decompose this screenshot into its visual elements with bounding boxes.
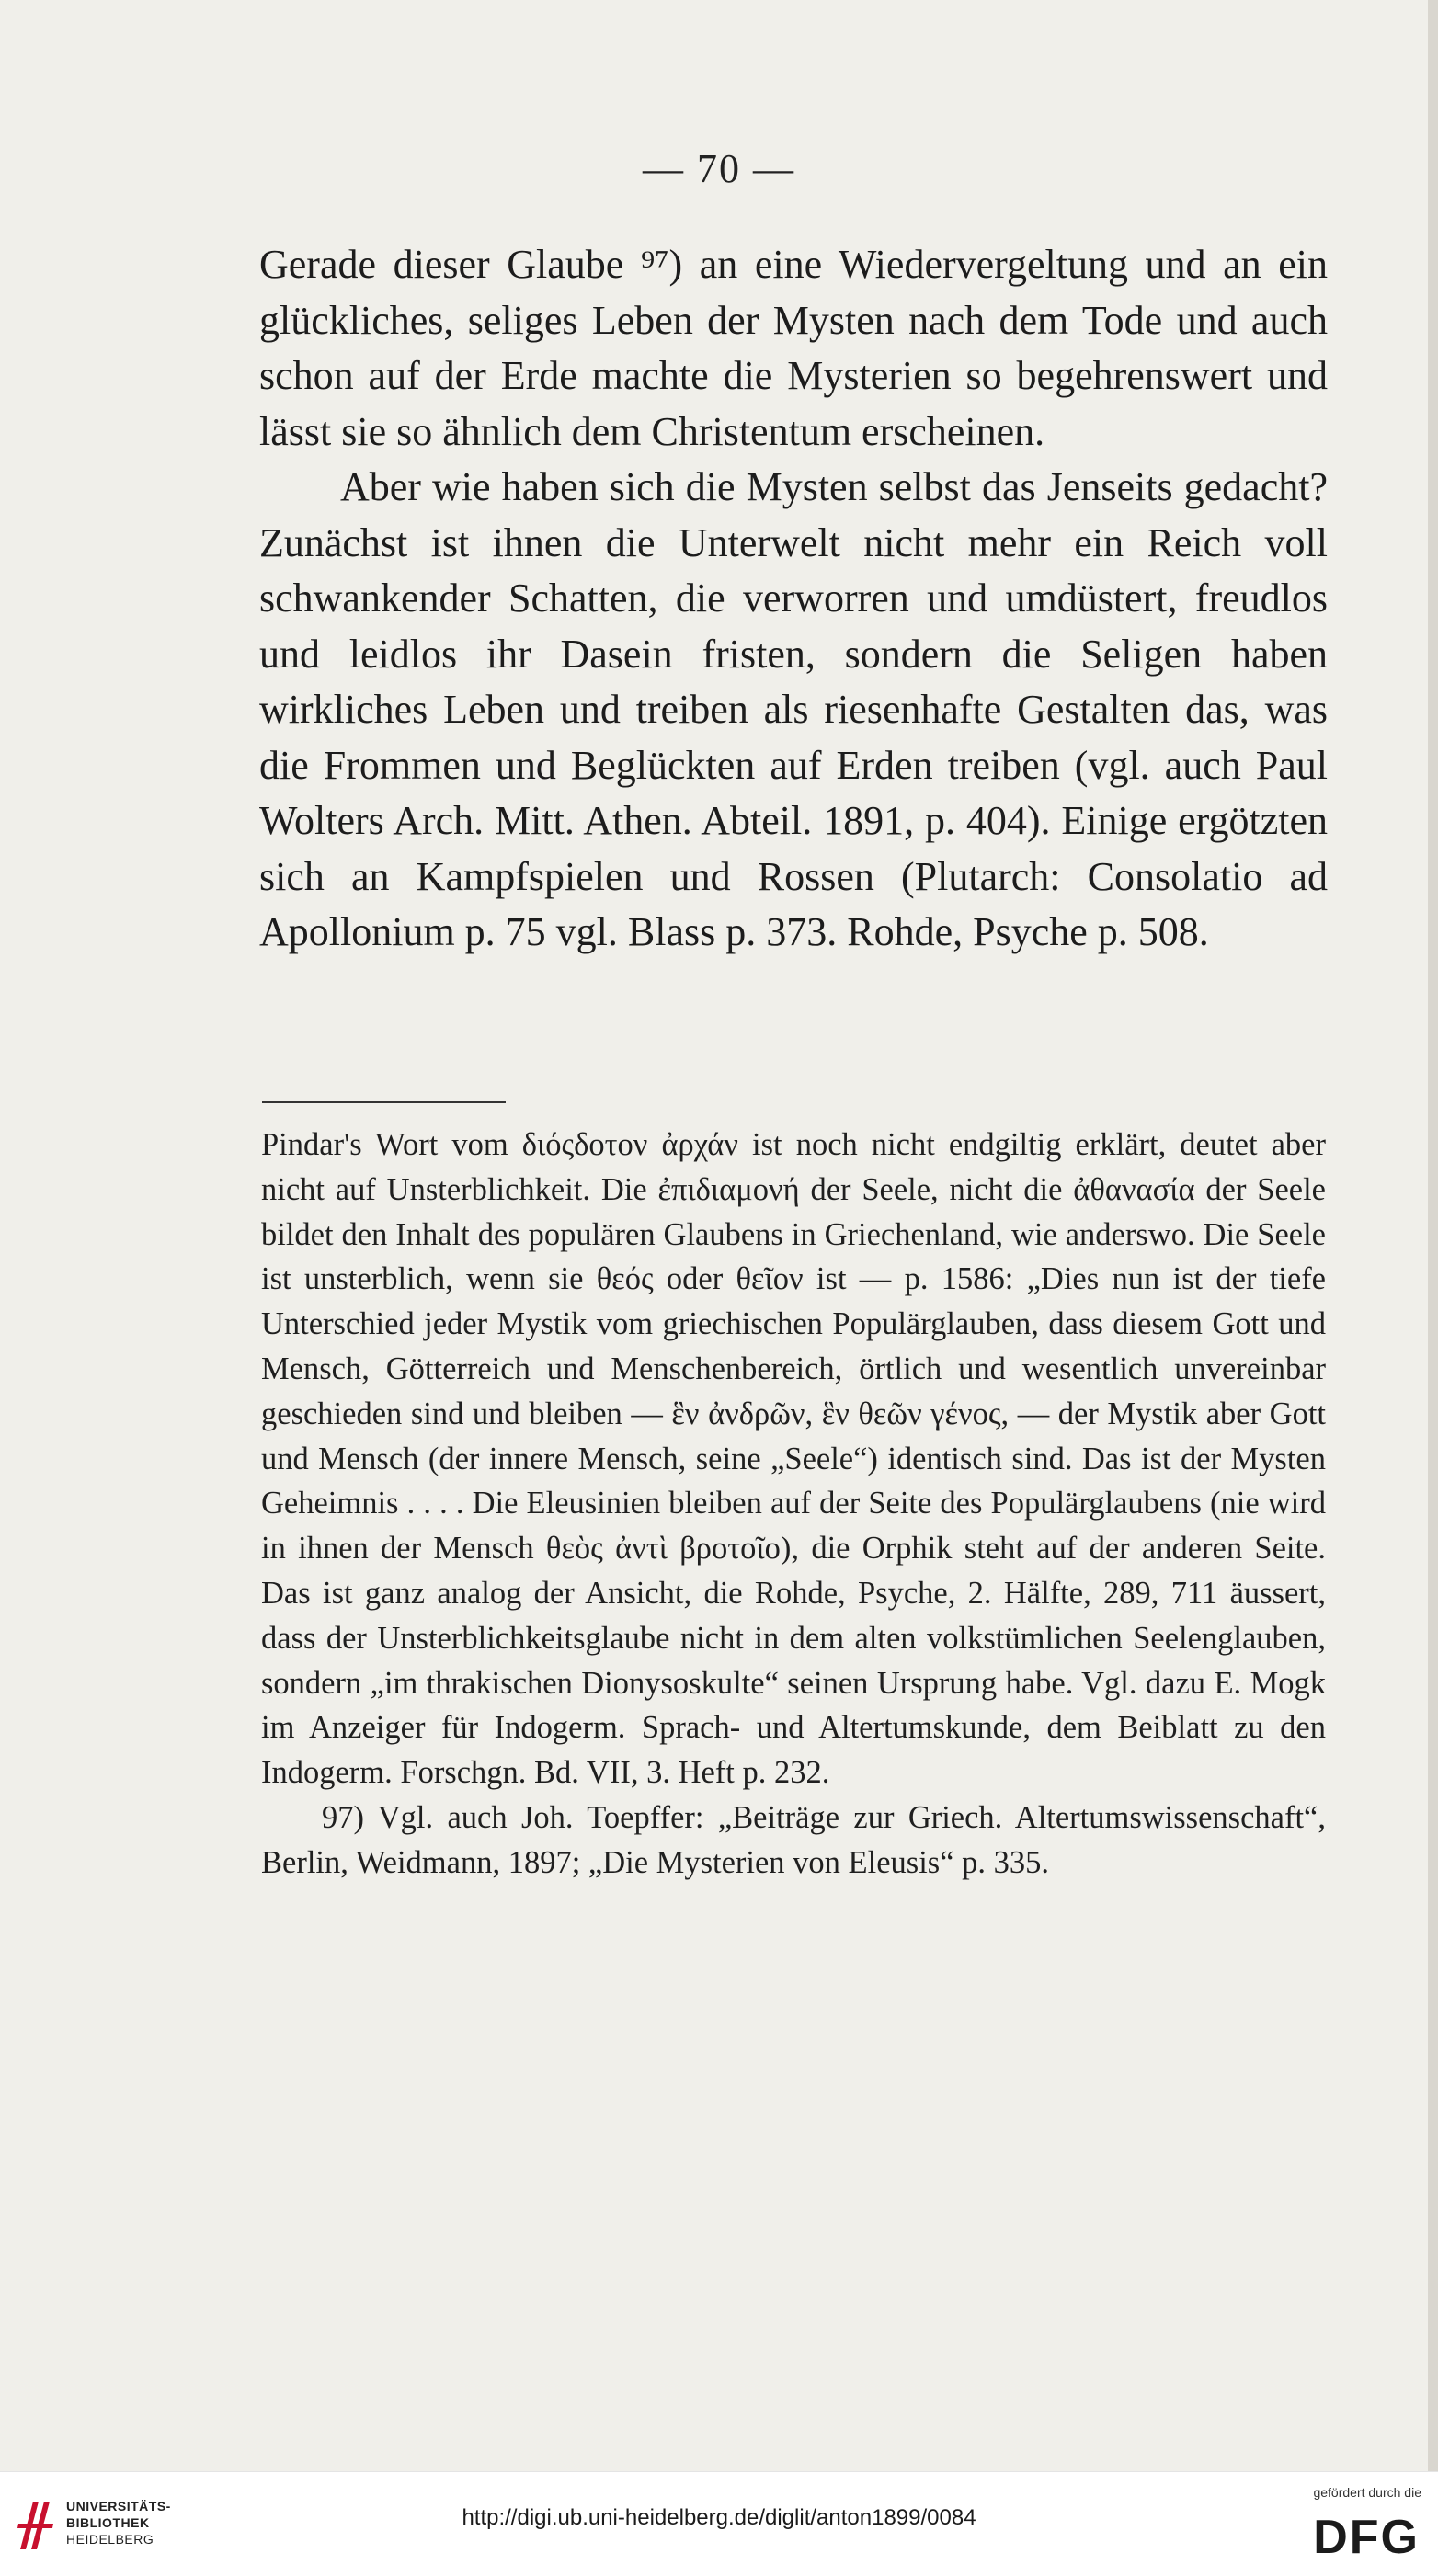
footnote-separator xyxy=(262,1101,506,1103)
footnote-continuation: Pindar's Wort vom διόςδοτον ἀρχάν ist noch nicht endgiltig erklärt, deutet aber nicht auf Unsterblichkeit. Die ἐπιδιαμονή der Seele, nicht die ἀθανασία der Seele bildet den Inhalt des populären Glaubens in Griechenland, wie anderswo. Die Seele ist unsterblich, wenn sie θεός oder θεῖον ist — p. 1586: „Dies nun ist der tiefe Unterschied jeder Mystik vom griechischen Populärglauben, dass diesem Gott und Mensch, Götterreich und Menschenbereich, örtlich und wesentlich unvereinbar geschieden sind und bleiben — ἓν ἀνδρῶν, ἓν θεῶν γένος, — der Mystik aber Gott und Mensch (der innere Mensch, seine „Seele“) identisch sind. Das ist der Mysten Geheimnis . . . . Die Eleusinien bleiben auf der Seite des Populärglaubens (nie wird in ihnen der Mensch θεὸς ἀντὶ βροτοῖο), die Orphik steht auf der anderen Seite. Das ist ganz analog der Ansicht, die Rohde, Psyche, 2. Hälfte, 289, 711 äussert, dass der Unsterblichkeitsglaube nicht in dem alten volkstümlichen Seelenglauben, sondern „im thrakischen Dionysoskulte“ seinen Ursprung habe. Vgl. dazu E. Mogk im Anzeiger für Indogerm. Sprach- und Altertumskunde, dem Beiblatt zu den Indogerm. Forschgn. Bd. VII, 3. Heft p. 232. xyxy=(261,1127,1326,1791)
footer-bar xyxy=(0,2471,1438,2576)
footnote-97: 97) Vgl. auch Joh. Toepffer: „Beiträge zur Griech. Altertumswissenschaft“, Berlin, Weidmann, 1897; „Die Mysterien von Eleusis“ p. 335. xyxy=(261,1799,1326,1880)
footnotes xyxy=(261,1123,1326,1886)
library-name-line-3: HEIDELBERG xyxy=(66,2532,154,2547)
body-paragraph-2: Aber wie haben sich die Mysten selbst das Jenseits gedacht? Zunächst ist ihnen die Unterwelt nicht mehr ein Reich voll schwankender Schatten, die verworren und umdüstert, freudlos und leidlos ihr Dasein fristen, sondern die Seligen haben wirkliches Leben und treiben als riesenhafte Gestalten das, was die Frommen und Beglückten auf Erden treiben (vgl. auch Paul Wolters Arch. Mitt. Athen. Abteil. 1891, p. 404). Einige ergötzten sich an Kampfspielen und Rossen (Plutarch: Consolatio ad Apollonium p. 75 vgl. Blass p. 373. Rohde, Psyche p. 508. xyxy=(259,464,1328,954)
main-body-text xyxy=(259,237,1328,961)
page-number: — 70 — xyxy=(643,146,795,191)
dfg-logo-icon xyxy=(1284,2507,1421,2562)
page-edge-shadow xyxy=(1428,0,1438,2471)
library-name-line-2: BIBLIOTHEK xyxy=(66,2515,150,2530)
body-paragraph-1: Gerade dieser Glaube ⁹⁷) an eine Wiedervergeltung und an ein glückliches, seliges Leben der Mysten nach dem Tode und auch schon auf der Erde machte die Mysterien so begehrenswert und lässt sie so ähnlich dem Christentum erscheinen. xyxy=(259,242,1328,454)
dfg-logo-text: DFG xyxy=(1313,2511,1420,2562)
funder-block[interactable] xyxy=(1265,2485,1421,2562)
permalink-url[interactable]: http://digi.ub.uni-heidelberg.de/diglit/anton1899/0084 xyxy=(462,2505,976,2530)
funder-caption: gefördert durch die xyxy=(1313,2485,1421,2500)
library-name-line-1: UNIVERSITÄTS- xyxy=(66,2499,171,2513)
